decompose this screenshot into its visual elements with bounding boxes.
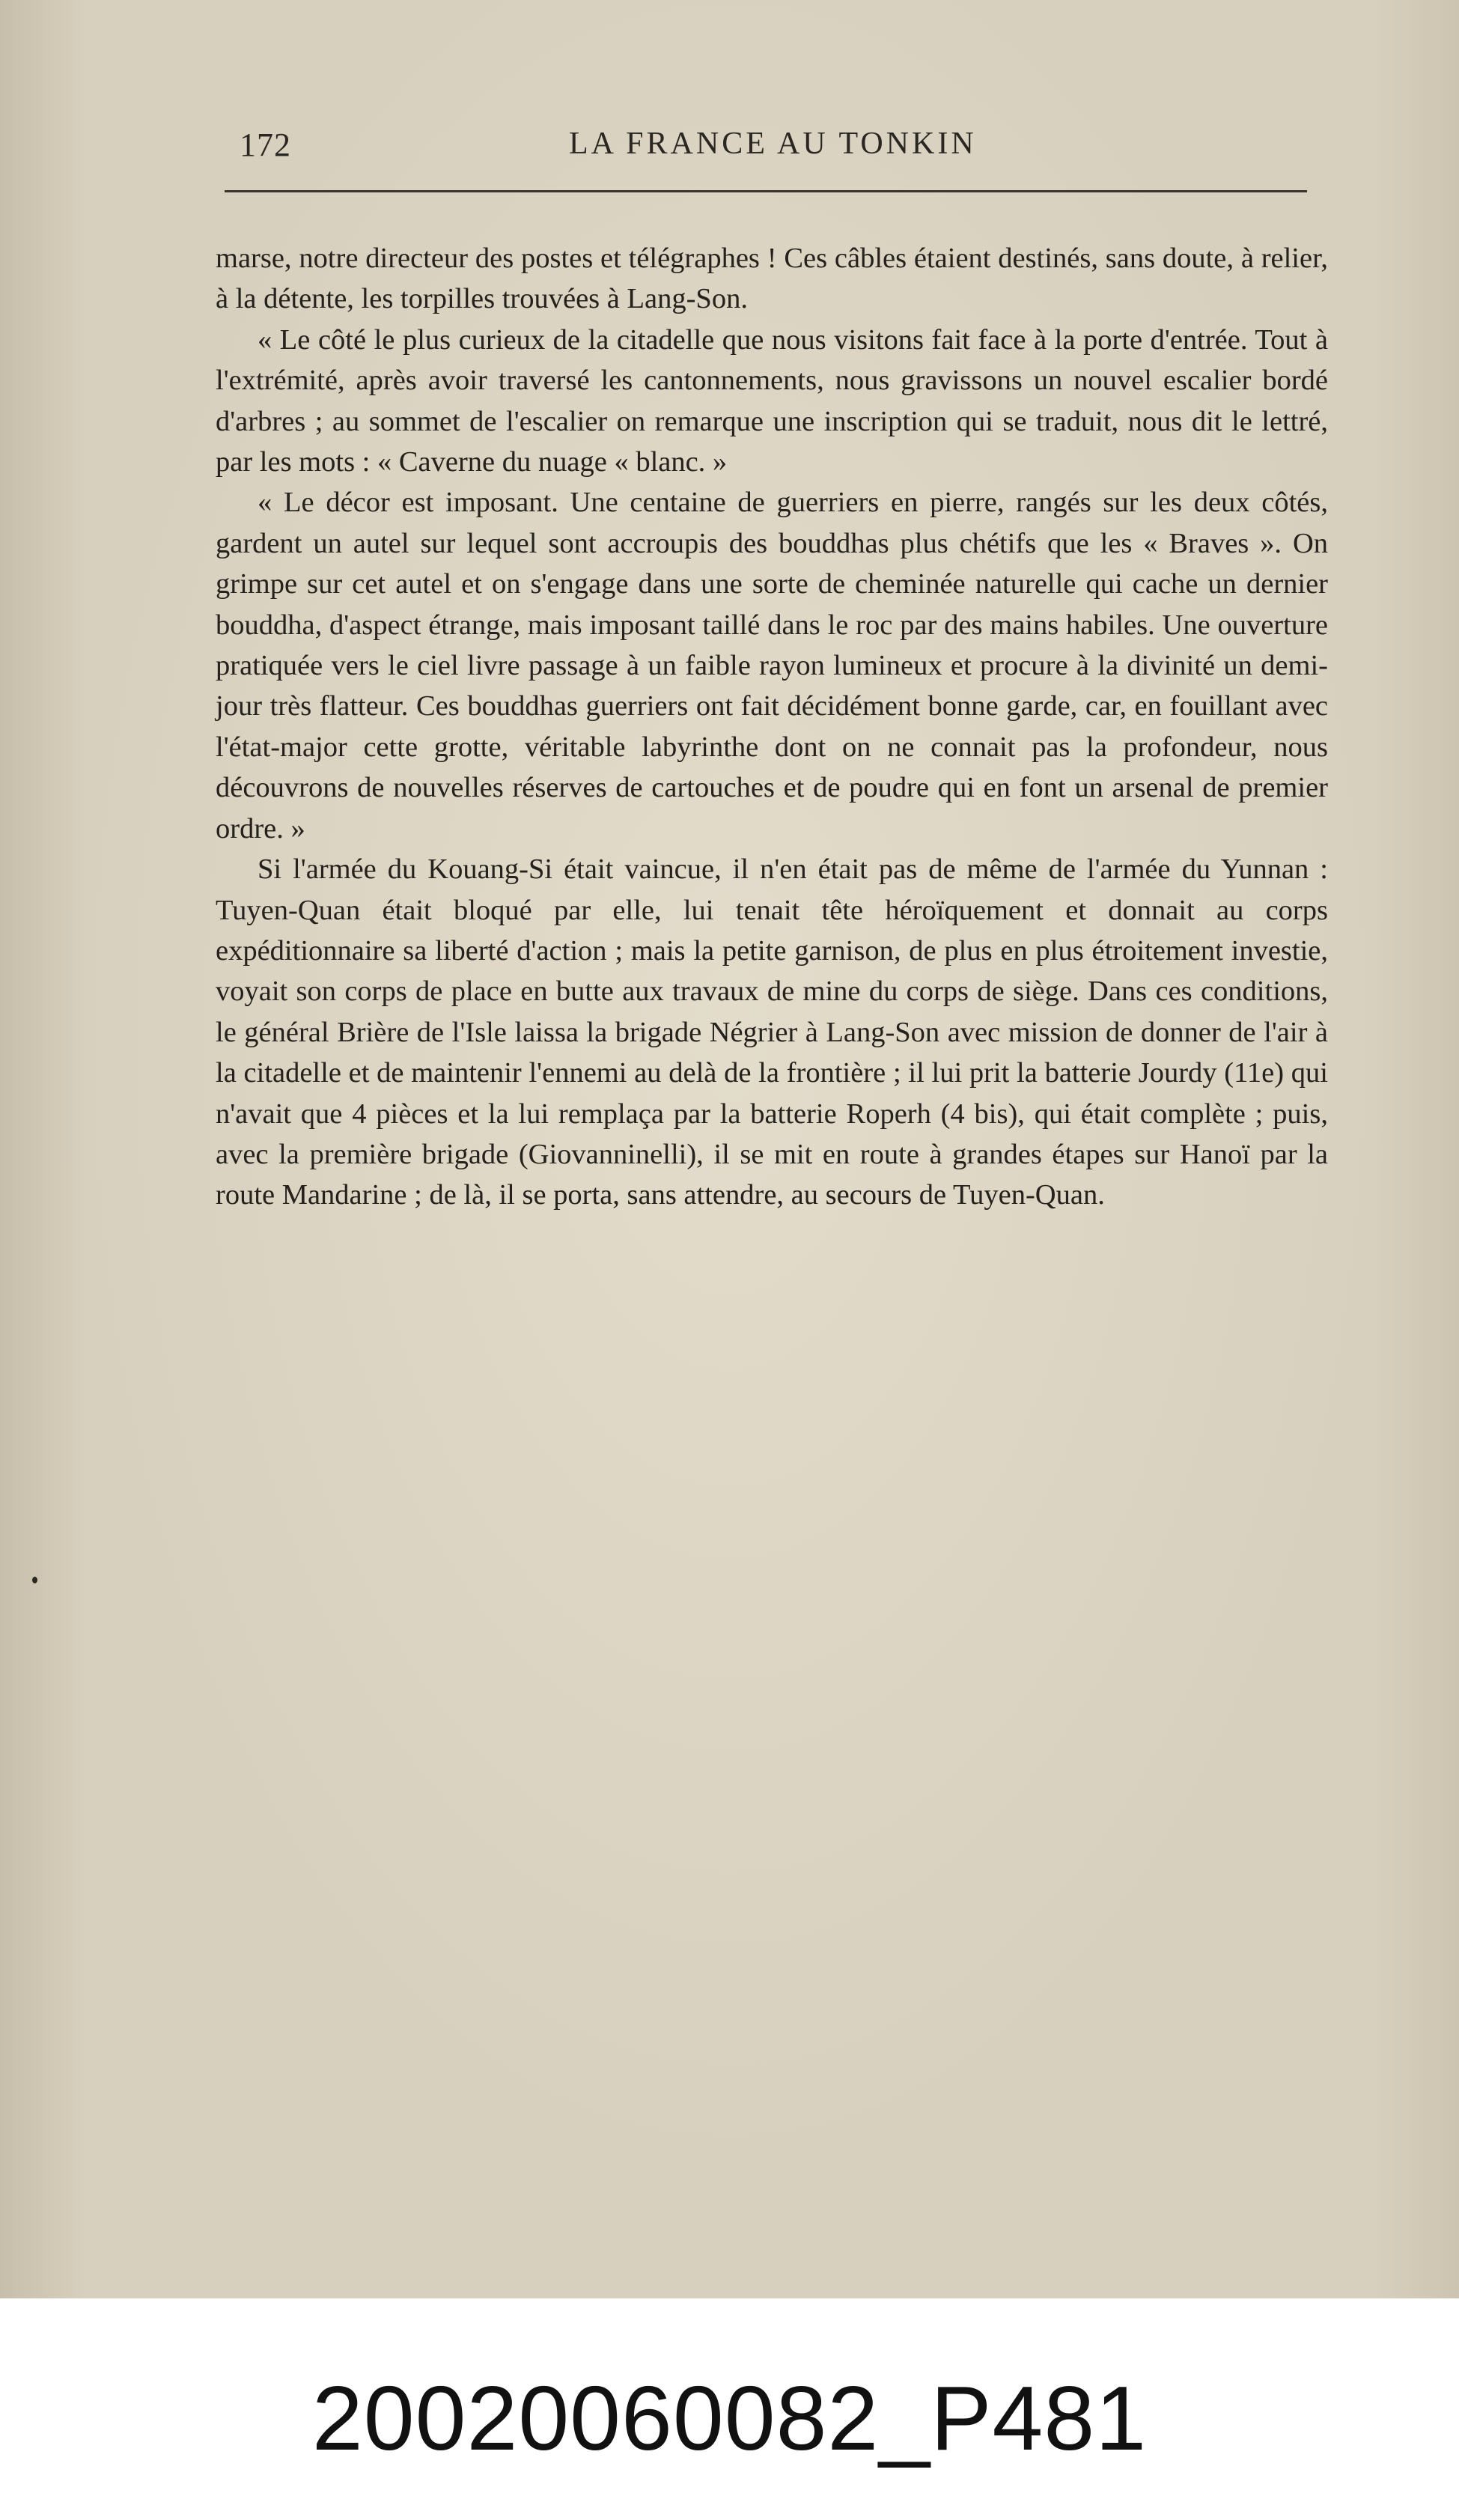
scan-identifier-caption: 20020060082_P481 [311,2367,1148,2469]
header-rule [225,190,1307,192]
paragraph-yunnan-army: Si l'armée du Kouang-Si était vaincue, il n'en était pas de même de l'armée du Yunnan : Tuyen-Quan était bloqué par elle, lui tenait tête héroïquement et donnait au corps expéditionnaire sa liberté d'action ; mais la petite garnison, de plus en plus étroitement investie, voyait son corps de place en butte aux travaux de mine du corps de siège. Dans ces conditions, le général Brière de l'Isle laissa la brigade Négrier à Lang-Son avec mission de donner de l'air à la citadelle et de maintenir l'ennemi au delà de la frontière ; il lui prit la batterie Jourdy (11e) qui n'avait que 4 pièces et la lui remplaça par la batterie Roperh (4 bis), qui était complète ; puis, avec la première brigade (Giovanninelli), il se mit en route à grandes étapes sur Hanoï par la route Mandarine ; de là, il se porta, sans attendre, au secours de Tuyen-Quan. [216,853,1328,1211]
running-title: LA FRANCE AU TONKIN [569,127,977,161]
paragraph-continuation: marse, notre directeur des postes et télégraphes ! Ces câbles étaient destinés, sans doute, à relier, à la détente, les torpilles trouvées à Lang-Son. [216,243,1328,315]
paragraph-buddha-decor: « Le décor est imposant. Une centaine de guerriers en pierre, rangés sur les deux côtés, gardent un autel sur lequel sont accroupis des bouddhas plus chétifs que les « Braves ». On grimpe sur cet autel et on s'engage dans une sorte de cheminée naturelle qui cache un dernier bouddha, d'aspect étrange, mais imposant taillé dans le roc par des mains habiles. Une ouverture pratiquée vers le ciel livre passage à un faible rayon lumineux et procure à la divinité un demi-jour très flatteur. Ces bouddhas guerriers ont fait décidément bonne garde, car, en fouillant avec l'état-major cette grotte, véritable labyrinthe dont on ne connait pas la profondeur, nous découvrons de nouvelles réserves de cartouches et de poudre qui en font un arsenal de premier ordre. » [216,487,1328,844]
page-header [240,126,1303,186]
body-text [216,238,1328,1216]
paragraph-cavern-inscription: « Le côté le plus curieux de la citadelle que nous visitons fait face à la porte d'entrée. Tout à l'extrémité, après avoir traversé les cantonnements, nous gravissons un nouvel escalier bordé d'arbres ; au sommet de l'escalier on remarque une inscription qui se traduit, nous dit le lettré, par les mots : « Caverne du nuage « blanc. » [216,323,1328,478]
stray-ink-mark [32,1577,37,1583]
page-number: 172 [240,127,291,163]
